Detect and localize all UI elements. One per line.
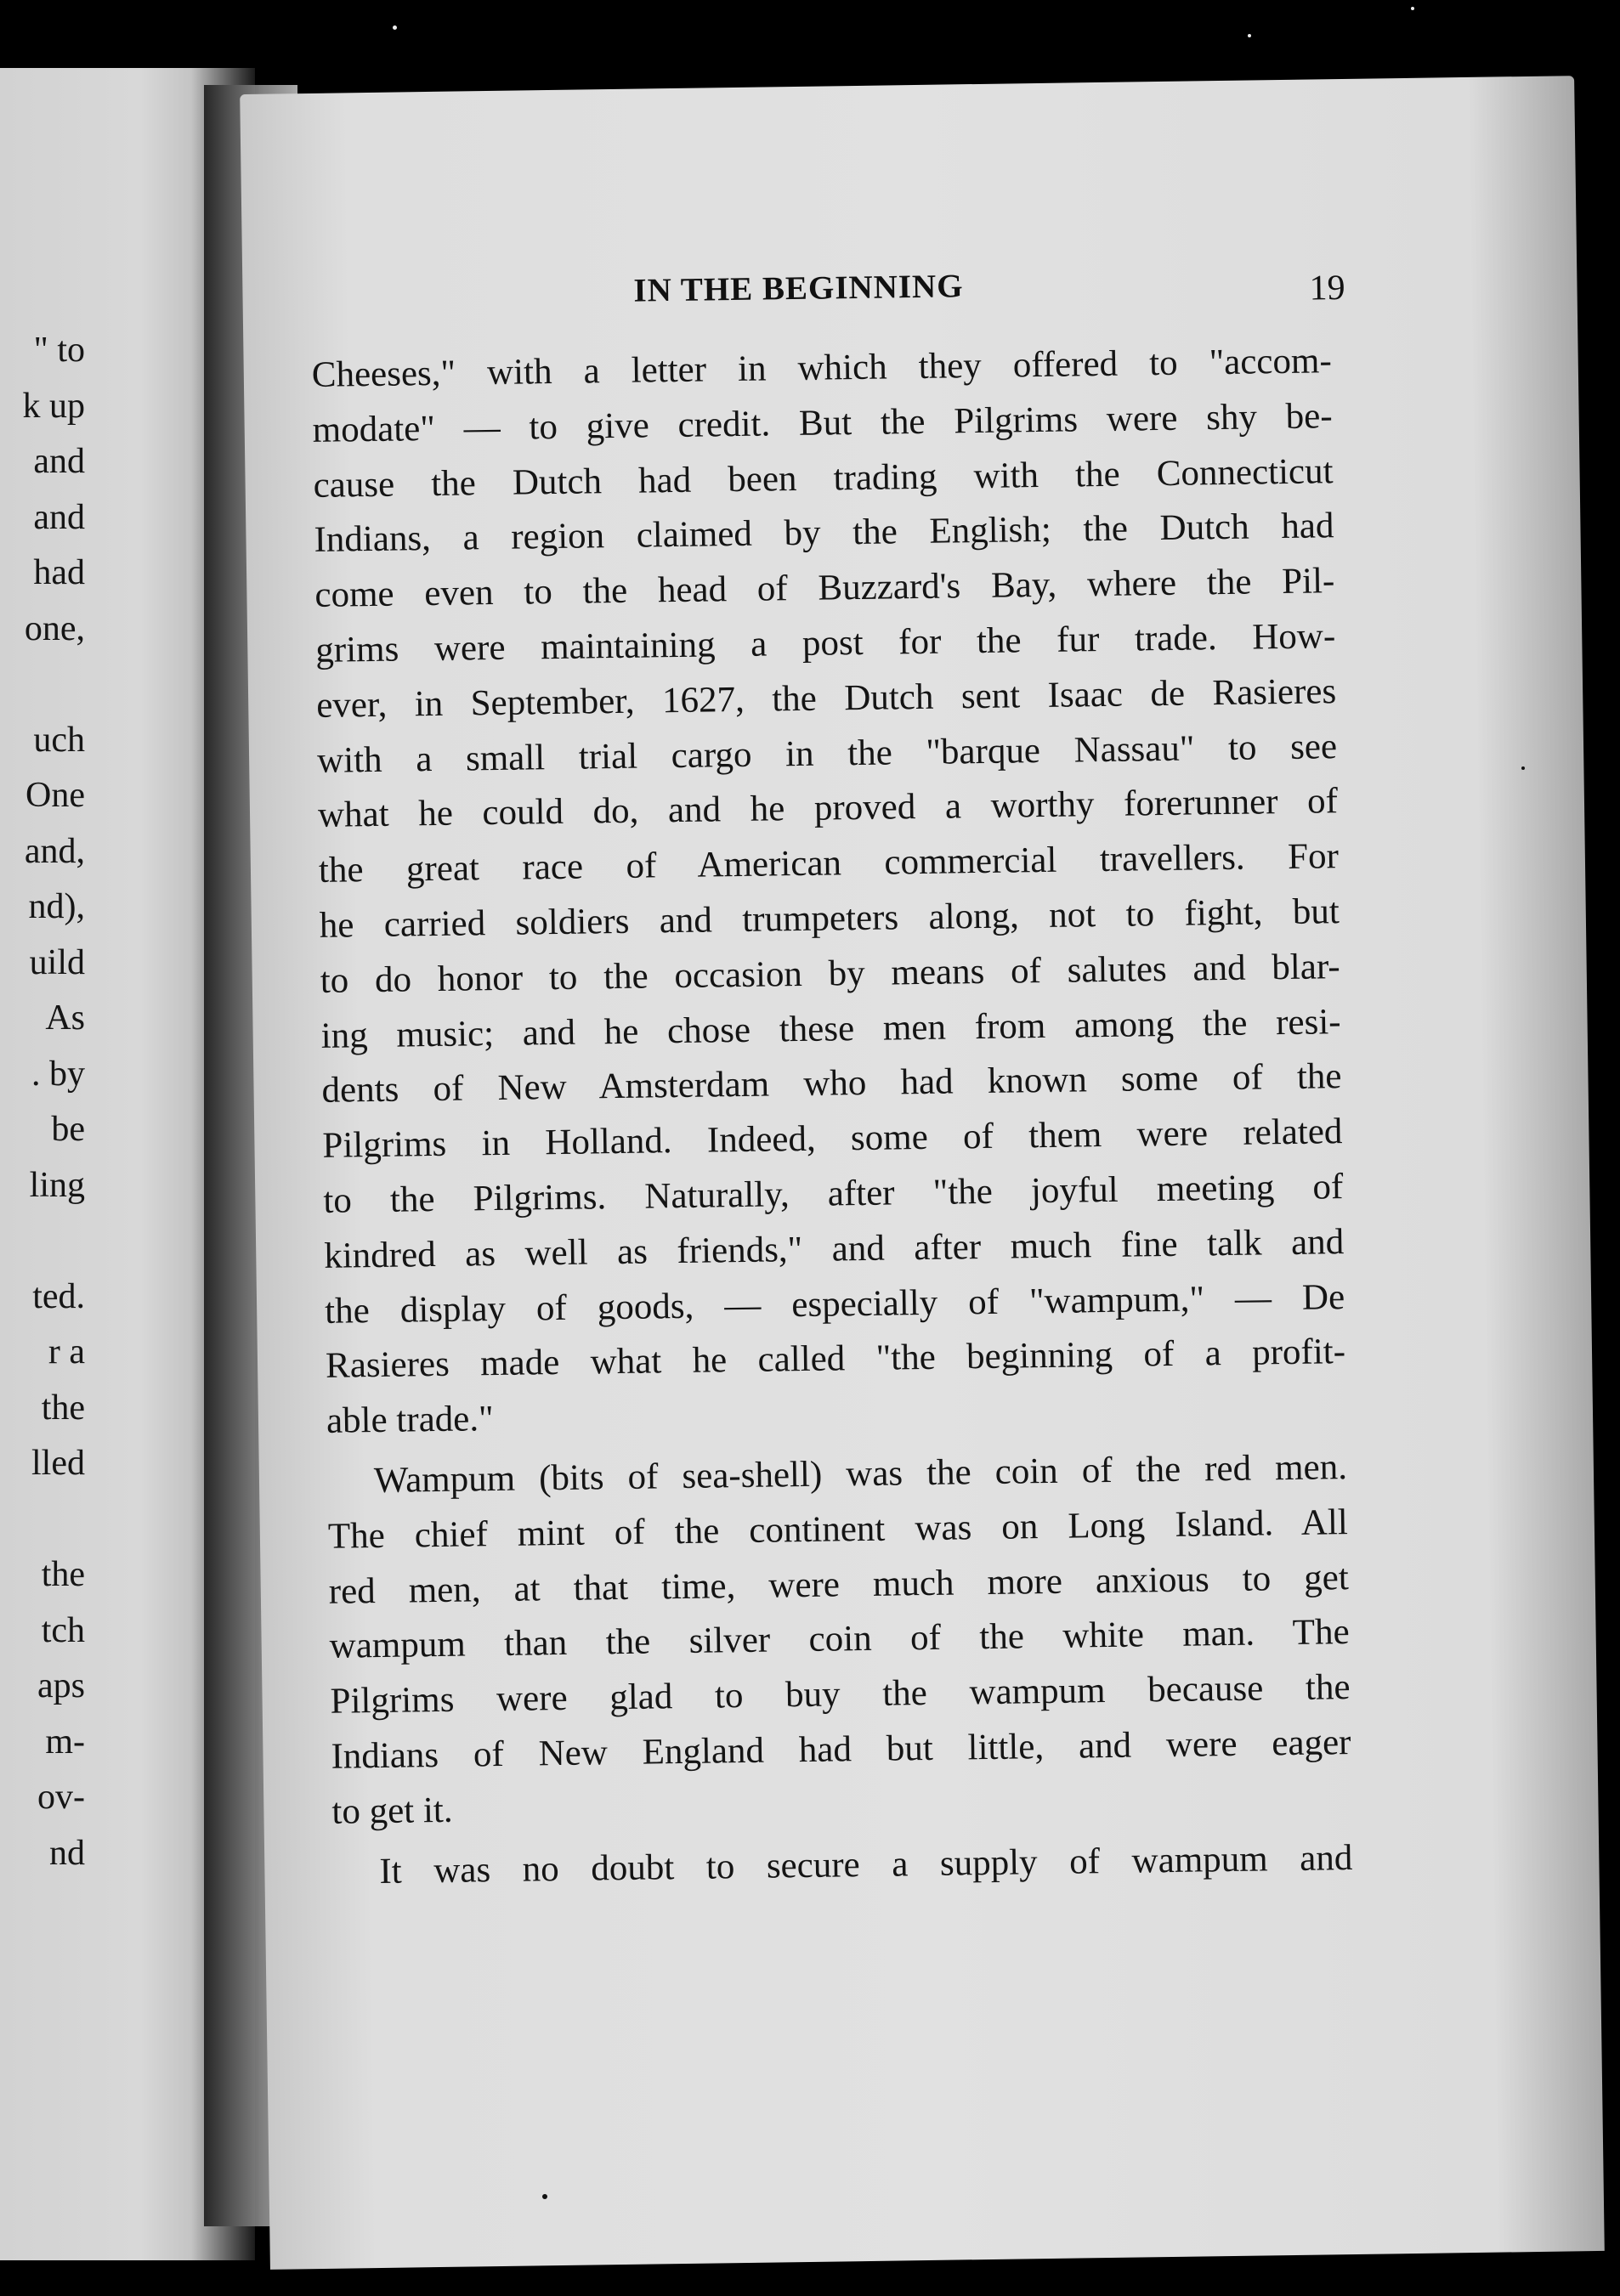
text-line: to get it. bbox=[331, 1790, 453, 1832]
text-line: Pilgrims were glad to buy the wampum because the bbox=[330, 1667, 1351, 1722]
text-line: kindred as well as friends," and after much fine talk and bbox=[323, 1221, 1345, 1276]
page-number: 19 bbox=[1309, 268, 1345, 308]
text-line: It was no doubt to secure a supply of wampum and bbox=[379, 1837, 1353, 1892]
text-line: with a small trial cargo in the "barque Nassau" to see bbox=[316, 726, 1338, 781]
left-line bbox=[0, 1492, 85, 1548]
left-line: lled bbox=[31, 1444, 85, 1483]
scan-speck bbox=[1521, 766, 1525, 770]
left-line: ling bbox=[29, 1165, 85, 1205]
text-line: grims were maintaining a post for the fur trade. How- bbox=[315, 616, 1336, 670]
left-line: had bbox=[33, 553, 85, 592]
left-line: and, bbox=[24, 831, 85, 871]
left-line: One bbox=[25, 776, 85, 815]
left-line: the bbox=[41, 1388, 85, 1428]
text-line: come even to the head of Buzzard's Bay, where the Pil- bbox=[314, 561, 1335, 616]
left-line bbox=[0, 1213, 85, 1270]
scan-speck bbox=[393, 25, 397, 30]
left-line: k up bbox=[22, 386, 85, 426]
text-line: cause the Dutch had been trading with the Connecticut bbox=[313, 450, 1334, 506]
left-line: aps bbox=[37, 1666, 85, 1705]
left-line: nd), bbox=[28, 887, 85, 926]
text-line: the great race of American commercial travellers. For bbox=[318, 836, 1340, 891]
left-line: be bbox=[51, 1110, 85, 1149]
left-line bbox=[0, 657, 85, 713]
text-line: what he could do, and he proved a worthy forerunner of bbox=[317, 781, 1339, 836]
left-line: As bbox=[45, 998, 85, 1038]
left-line: " to bbox=[33, 331, 85, 370]
text-line: Indians, a region claimed by the English; the Dutch had bbox=[314, 506, 1334, 561]
left-line: and bbox=[33, 497, 85, 537]
text-line: Cheeses," with a letter in which they offered to "accom- bbox=[311, 341, 1333, 395]
text-line: he carried soldiers and trumpeters along, not to fight, but bbox=[319, 891, 1340, 946]
text-line: Rasieres made what he called "the beginning of a profit- bbox=[325, 1332, 1346, 1387]
text-line: Pilgrims in Holland. Indeed, some of them were related bbox=[322, 1111, 1343, 1167]
text-line: ing music; and he chose these men from among the resi- bbox=[320, 1001, 1341, 1056]
left-line: the bbox=[41, 1555, 85, 1594]
text-line: ever, in September, 1627, the Dutch sent Isaac de Rasieres bbox=[315, 670, 1337, 726]
text-line: red men, at that time, were much more anxious to get bbox=[328, 1557, 1350, 1612]
left-line: r a bbox=[48, 1332, 85, 1371]
scan-speck bbox=[542, 2194, 547, 2199]
page-body bbox=[311, 334, 1352, 1900]
left-line: uch bbox=[33, 720, 85, 760]
left-line: nd bbox=[49, 1833, 85, 1873]
left-line: and bbox=[33, 442, 85, 481]
left-line: . by bbox=[31, 1054, 85, 1094]
text-line: the display of goods, — especially of "wampum," — De bbox=[324, 1276, 1345, 1332]
left-line: tch bbox=[41, 1610, 85, 1650]
text-line: wampum than the silver coin of the white man. The bbox=[329, 1612, 1350, 1667]
text-line: dents of New Amsterdam who had known some of the bbox=[321, 1056, 1342, 1111]
text-line: Indians of New England had but little, and were eager bbox=[331, 1722, 1351, 1777]
text-line: Wampum (bits of sea-shell) was the coin of the red men. bbox=[373, 1446, 1348, 1501]
left-line: ov- bbox=[37, 1778, 85, 1817]
scan-speck bbox=[1411, 7, 1414, 10]
left-page-text bbox=[0, 323, 85, 1881]
running-head: IN THE BEGINNING bbox=[633, 268, 964, 309]
text-line: to the Pilgrims. Naturally, after "the joyful meeting of bbox=[323, 1167, 1344, 1221]
text-line: to do honor to the occasion by means of salutes and blar- bbox=[320, 946, 1340, 1001]
text-line: The chief mint of the continent was on Long Island. All bbox=[327, 1501, 1349, 1557]
scan-speck bbox=[1248, 34, 1251, 37]
left-line: ted. bbox=[32, 1276, 85, 1316]
right-page bbox=[240, 76, 1605, 2270]
text-line: able trade." bbox=[326, 1399, 494, 1441]
left-line: uild bbox=[29, 942, 85, 982]
left-line: m- bbox=[45, 1722, 85, 1762]
left-line: one, bbox=[24, 608, 85, 648]
text-line: modate" — to give credit. But the Pilgrims were shy be- bbox=[312, 395, 1333, 450]
